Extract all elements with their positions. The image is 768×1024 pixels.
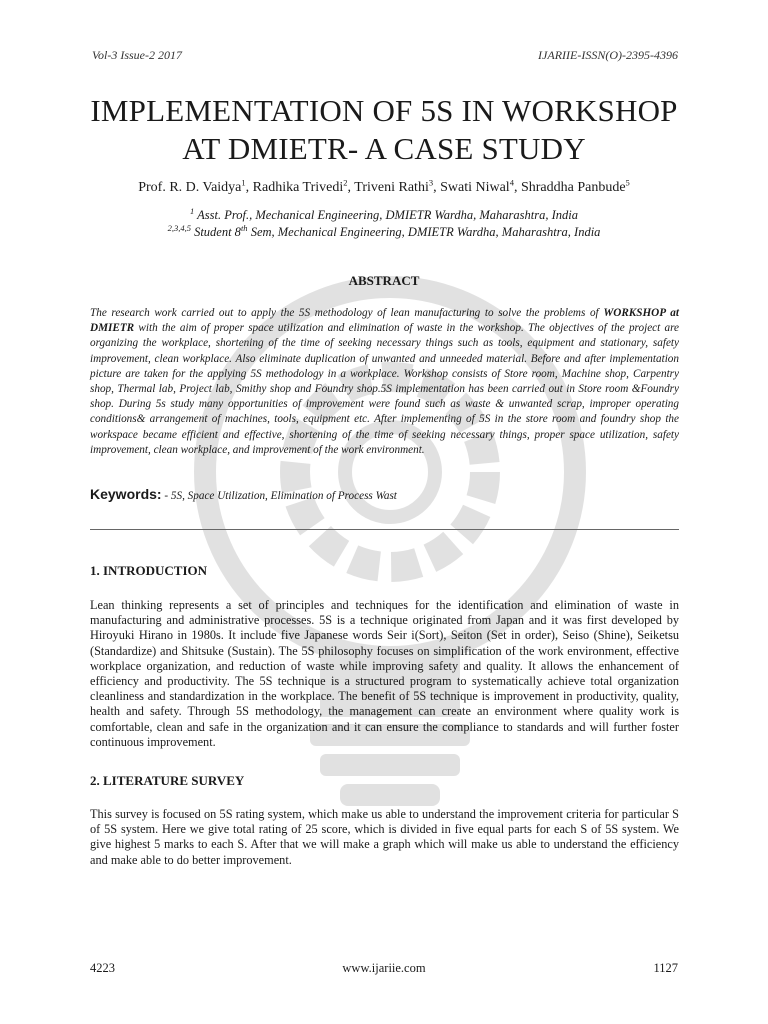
- keywords-text: - 5S, Space Utilization, Elimination of Process Wast: [164, 490, 397, 502]
- affiliation-2: [60, 222, 708, 240]
- journal-issn: IJARIIE-ISSN(O)-2395-4396: [538, 48, 678, 62]
- author-name: Prof. R. D. Vaidya: [138, 180, 242, 195]
- footer-website: www.ijariie.com: [342, 961, 426, 975]
- abstract-bold-phrase: WORKSHOP at DMIETR: [90, 307, 680, 335]
- section-heading-introduction: 1. INTRODUCTION: [90, 563, 208, 578]
- author-name: Shraddha Panbude: [520, 180, 626, 195]
- author-affiliation-mark: 2: [343, 177, 348, 188]
- author-name: Triveni Rathi: [354, 180, 429, 195]
- affiliation-text: Asst. Prof., Mechanical Engineering, DMIETR Wardha, Maharashtra, India: [197, 208, 579, 222]
- affiliation-ordinal: th: [240, 222, 248, 233]
- abstract-body: [90, 306, 679, 458]
- footer-article-number: 4223: [90, 961, 115, 975]
- affiliation-1: [60, 205, 708, 223]
- paper-title: [60, 92, 708, 168]
- introduction-paragraph: Lean thinking represents a set of principles and techniques for the identification and elimination of waste in manufacturing and administrative processes. 5S is a technique originated from Japan and it was first developed by Hiroyuki Hirano in 1980s. It include five Japanese words Seir i(Sort), Seiton (Set in order), Seiso (Shine), Seiketsu (Standardize) and Shitsuke (Sustain). The 5S philosophy focuses on simplification of the work environment, effective workplace organization, and reduction of waste while improving safety and quality. It allows the enhancement of efficiency and productivity. The 5S technique is a structured program to systematically achieve total organization cleanliness and standardization in the workplace. The benefit of 5S technique is improvement in productivity, quality, health and safety. Through 5S methodology, the management can create an environment where quality work is comfortable, clean and safe in the organization and it can ensure the compliance to standards and will further foster continuous improvement.: [90, 598, 679, 749]
- author-affiliation-mark: 3: [428, 177, 434, 188]
- author-affiliation-mark: 1: [241, 177, 246, 188]
- author-name: Swati Niwal: [440, 180, 510, 195]
- author-list: Prof. R. D. Vaidya$^1$, Radhika Trivedi$^2$, Triveni Rathi$^3$, Swati Niwal$^4$, Shraddha Panbude$^5$: [138, 177, 630, 195]
- keywords-label: Keywords:: [90, 486, 162, 502]
- literature-survey-paragraph: This survey is focused on 5S rating system, which make us able to understand the improvement criteria for particular S of 5S system. Here we give total rating of 25 score, which is divided in five equal parts for each S of 5S system. We give highest 5 marks to each S. After that we will make a graph which will make us able to understand the efficiency and make able to do better improvement.: [90, 807, 679, 867]
- section-heading-literature-survey: 2. LITERATURE SURVEY: [90, 773, 245, 788]
- watermark-base-3: [340, 784, 440, 806]
- affiliation-mark: 1: [189, 205, 195, 216]
- affiliation-text-post: Sem, Mechanical Engineering, DMIETR Wardha, Maharashtra, India: [250, 225, 601, 239]
- abstract-intro: The research work carried out to apply the 5S methodology of lean manufacturing to solve the problems of: [90, 307, 599, 319]
- section-divider: [90, 529, 679, 530]
- title-line-1: IMPLEMENTATION OF 5S IN WORKSHOP: [90, 93, 678, 128]
- title-line-2: AT DMIETR- A CASE STUDY: [182, 131, 586, 166]
- abstract-heading: ABSTRACT: [348, 273, 420, 288]
- abstract-text: with the aim of proper space utilization and elimination of waste in the workshop. The objectives of the project are organizing the workplace, shortening of the time of seeking necessary things such as tools, equipment and stationary, safety improvement, clean workplace. Also eliminate duplication of unwanted and unneeded material. Before and after implementation picture are taken for the applying 5S methodology in a workplace. Workshop consists of Store room, Machine shop, Carpentry shop, Thermal lab, Project lab, Smithy shop and Foundry shop.5S implementation has been carried out in Store room &Foundry shop. During 5s study many opportunities of improvement were found such as waste & unwanted scrap, improper operating conditions& arrangement of machines, tools, equipment etc. After implementing of 5S in the store room and foundry shop the workspace became efficient and effective, shortening of the time of seeking necessary things, proper space utilization, safety improvement, clean workplace, and improvement of the work environment.: [90, 322, 679, 456]
- author-affiliation-mark: 5: [625, 177, 630, 188]
- author-affiliation-mark: 4: [509, 177, 514, 188]
- watermark-base-2: [320, 754, 460, 776]
- keywords-line: [90, 486, 397, 502]
- affiliation-text-pre: Student 8: [194, 225, 241, 239]
- affiliation-mark: 2,3,4,5: [167, 222, 191, 233]
- author-name: Radhika Trivedi: [252, 180, 344, 195]
- journal-volume-issue: Vol-3 Issue-2 2017: [92, 48, 182, 62]
- footer-page-number: 1127: [653, 961, 678, 975]
